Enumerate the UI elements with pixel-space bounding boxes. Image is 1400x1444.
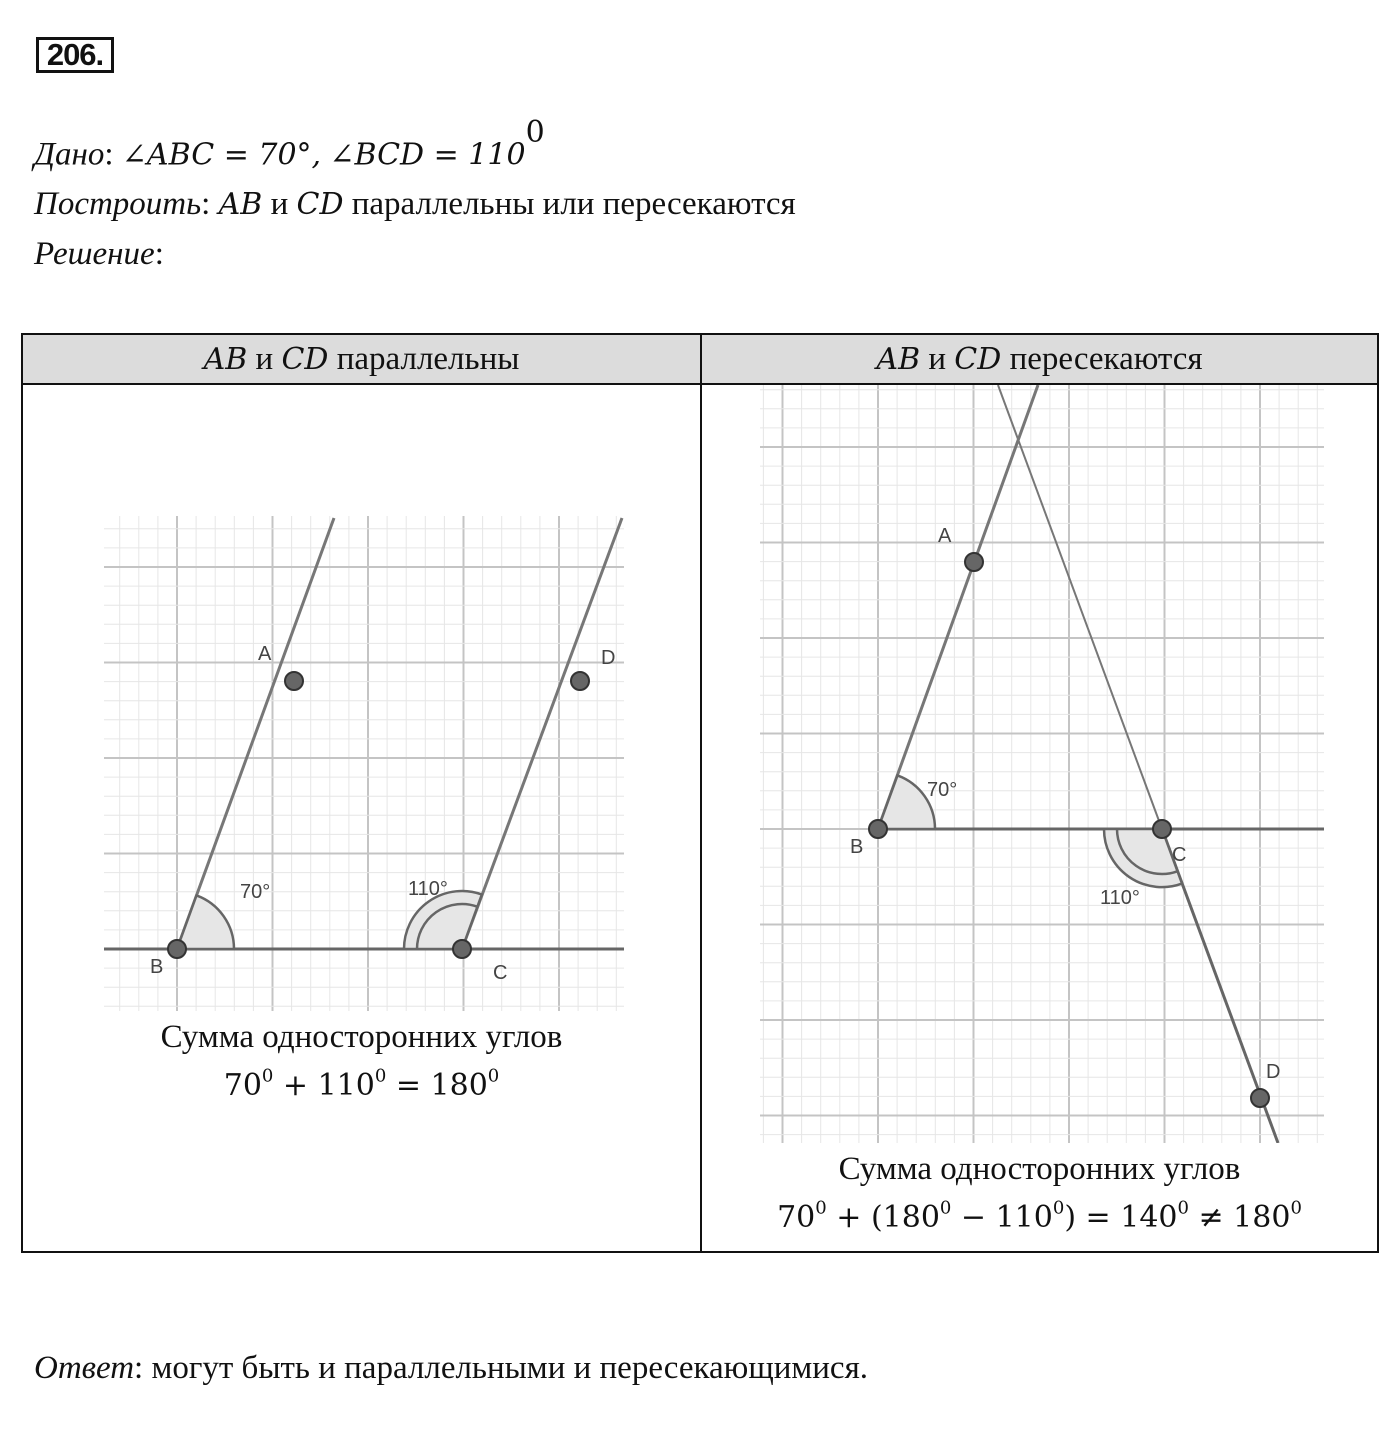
- left-eq-sup: 0: [261, 1065, 274, 1087]
- label-angle-70: 70°: [927, 779, 958, 801]
- parallel-lines-figure: [104, 516, 624, 1011]
- left-eq-op: +: [273, 1068, 318, 1103]
- label-angle-70: 70°: [240, 881, 271, 903]
- right-eq-sup: 0: [1052, 1197, 1065, 1219]
- left-eq-sup: 0: [487, 1065, 500, 1087]
- label-d: D: [601, 647, 616, 669]
- right-header-and: и: [928, 340, 947, 377]
- right-header-cd: CD: [954, 341, 1002, 377]
- construct-label: Построить: [34, 186, 202, 222]
- left-header-and: и: [255, 340, 274, 377]
- right-column-header: [701, 334, 1378, 384]
- right-eq-sup: 0: [939, 1197, 952, 1219]
- right-eq-sup: 0: [1290, 1197, 1302, 1219]
- angle-110-arc: [1104, 829, 1182, 887]
- left-eq-sup: 0: [374, 1065, 387, 1087]
- right-equation: [702, 1197, 1377, 1235]
- left-eq-term: 110: [317, 1068, 375, 1103]
- right-caption: Сумма односторонних углов: [838, 1151, 1241, 1187]
- left-equation: [23, 1065, 700, 1103]
- right-eq-sup: 0: [815, 1197, 827, 1219]
- label-d: D: [1266, 1061, 1281, 1083]
- right-eq-op: ≠: [1188, 1200, 1234, 1235]
- right-eq-term: 140: [1120, 1200, 1178, 1235]
- label-angle-110: 110°: [408, 878, 448, 900]
- solution-line: Решение:: [34, 236, 164, 272]
- left-eq-op: =: [386, 1068, 431, 1103]
- line-cd-extended: [998, 385, 1162, 829]
- left-eq-term: 180: [430, 1068, 488, 1103]
- given-angle-bcd: ∠BCD = 110: [329, 137, 526, 173]
- construct-cd: CD: [296, 187, 344, 222]
- answer-line: Ответ: могут быть и параллельными и пересекающимися.: [34, 1350, 869, 1386]
- intersecting-lines-figure: [760, 385, 1324, 1143]
- label-a: A: [258, 643, 272, 665]
- answer-label: Ответ: [34, 1350, 135, 1386]
- line-cd: [462, 518, 622, 949]
- construct-and: и: [270, 186, 289, 222]
- solution-label: Решение: [34, 236, 155, 272]
- right-eq-term: 70: [777, 1200, 816, 1235]
- right-eq-term: 180: [882, 1200, 940, 1235]
- left-cell: [22, 384, 701, 1252]
- label-b: B: [850, 836, 864, 858]
- problem-number: 206.: [36, 37, 114, 73]
- point-b: [168, 940, 186, 958]
- given-degree-sup: 0: [525, 115, 545, 150]
- given-line: Дано: ∠ABC = 70°, ∠BCD = $110^0$: [34, 115, 545, 173]
- construct-text: параллельны или пересекаются: [351, 186, 796, 222]
- left-caption: Сумма односторонних углов: [160, 1019, 563, 1055]
- right-eq-op: −: [951, 1200, 996, 1235]
- left-header-text: параллельны: [336, 340, 520, 377]
- right-eq-sup: 0: [1177, 1197, 1189, 1219]
- label-c: C: [1172, 844, 1187, 866]
- label-a: A: [938, 525, 952, 547]
- construct-ab: AB: [218, 187, 263, 222]
- label-angle-110: 110°: [1100, 887, 1140, 909]
- left-column-header: [22, 334, 701, 384]
- point-c: [453, 940, 471, 958]
- line-ba: [878, 385, 1038, 829]
- construct-line: Построить: AB и CD параллельны или пересекаются: [34, 186, 796, 222]
- right-eq-op: + (: [826, 1200, 883, 1235]
- point-c: [1153, 820, 1171, 838]
- label-c: C: [493, 962, 508, 984]
- left-header-cd: CD: [281, 341, 329, 377]
- angle-70-arc: [177, 895, 234, 949]
- right-cell: [701, 384, 1378, 1252]
- right-eq-term: 110: [995, 1200, 1053, 1235]
- point-d: [571, 672, 589, 690]
- answer-text: могут быть и параллельными и пересекающимися.: [151, 1350, 869, 1386]
- given-label: Дано: [34, 136, 105, 173]
- right-eq-op: ) =: [1064, 1200, 1121, 1235]
- right-header-text: пересекаются: [1009, 340, 1203, 377]
- right-header-ab: AB: [876, 341, 921, 377]
- point-a: [965, 553, 983, 571]
- point-a: [285, 672, 303, 690]
- left-eq-term: 70: [223, 1068, 262, 1103]
- point-d: [1251, 1089, 1269, 1107]
- label-b: B: [150, 956, 164, 978]
- given-separator: ,: [311, 137, 322, 173]
- point-b: [869, 820, 887, 838]
- right-grid: [760, 385, 1324, 1143]
- solution-table: [21, 333, 1379, 1253]
- left-header-ab: AB: [203, 341, 248, 377]
- given-angle-abc: ∠ABC = 70°: [121, 137, 312, 173]
- right-eq-term: 180: [1233, 1200, 1291, 1235]
